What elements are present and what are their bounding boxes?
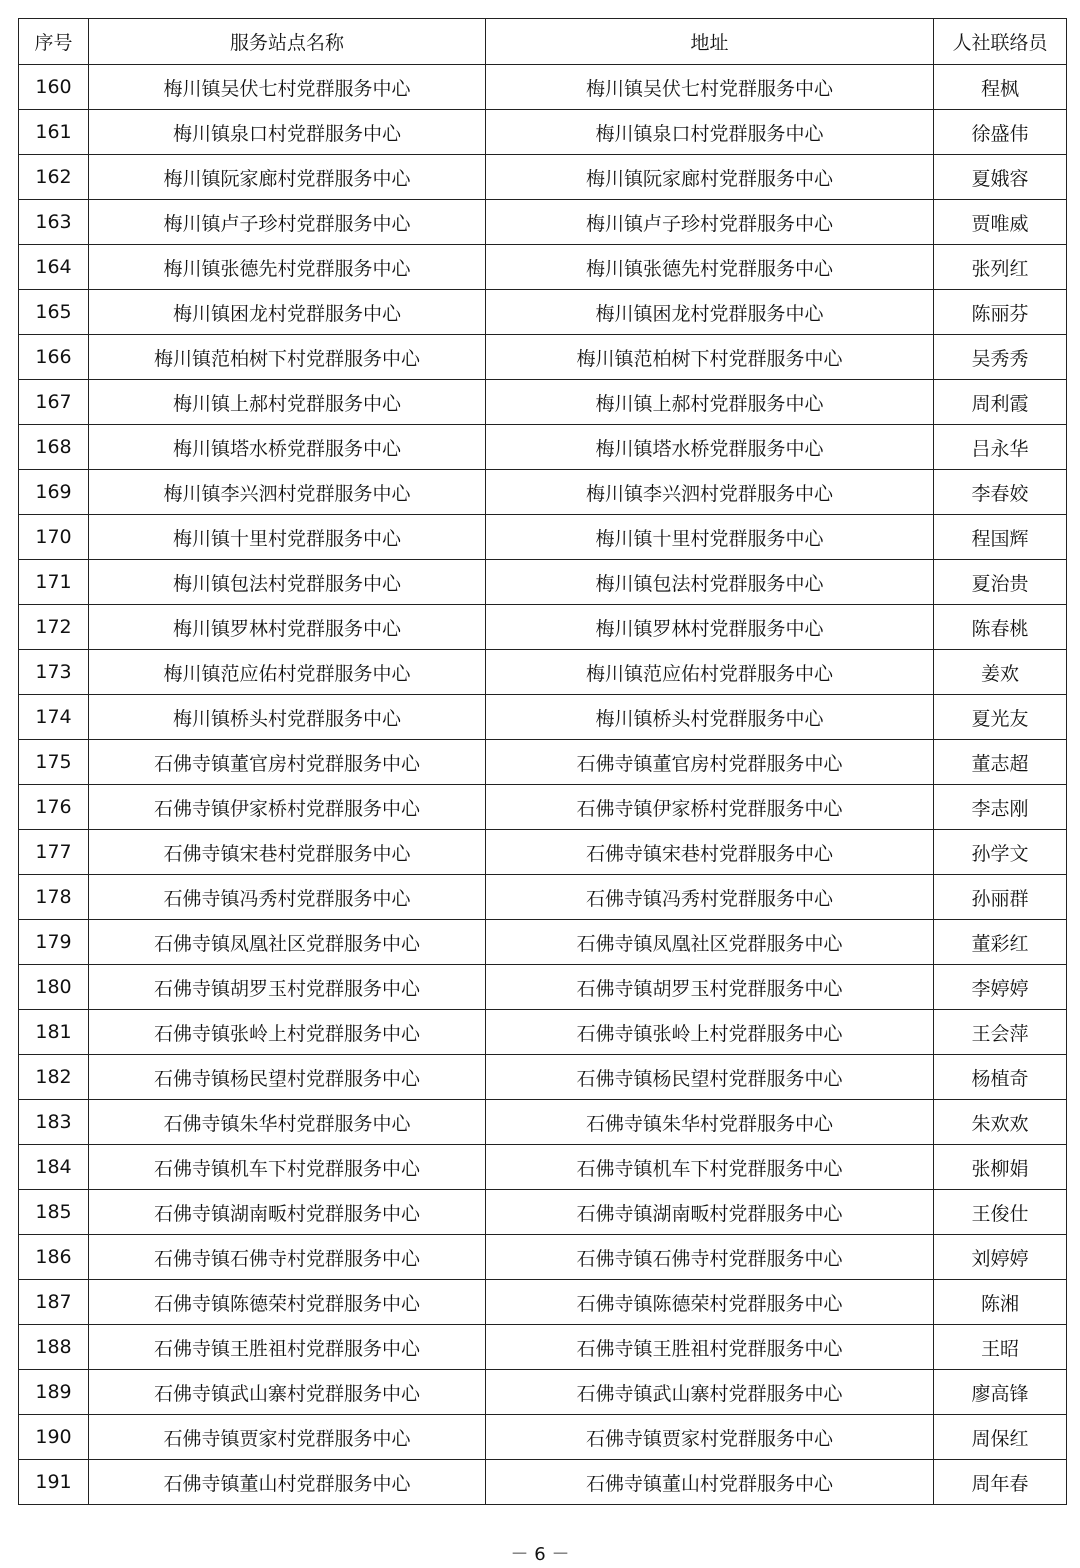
serial-number-cell: 174 [19, 695, 89, 740]
station-name-cell: 石佛寺镇石佛寺村党群服务中心 [89, 1235, 486, 1280]
address-cell: 梅川镇包法村党群服务中心 [486, 560, 934, 605]
address-cell: 石佛寺镇冯秀村党群服务中心 [486, 875, 934, 920]
station-name-cell: 石佛寺镇机车下村党群服务中心 [89, 1145, 486, 1190]
liaison-cell: 吕永华 [934, 425, 1067, 470]
page-number: － 6 － [510, 1544, 570, 1565]
liaison-cell: 王会萍 [934, 1010, 1067, 1055]
station-name-cell: 梅川镇包法村党群服务中心 [89, 560, 486, 605]
liaison-cell: 程枫 [934, 65, 1067, 110]
header-station-name: 服务站点名称 [89, 19, 486, 65]
header-serial-number: 序号 [19, 19, 89, 65]
station-name-cell: 石佛寺镇胡罗玉村党群服务中心 [89, 965, 486, 1010]
table-row [19, 335, 1067, 380]
serial-number-cell: 186 [19, 1235, 89, 1280]
liaison-cell: 杨植奇 [934, 1055, 1067, 1100]
liaison-cell: 周年春 [934, 1460, 1067, 1505]
liaison-cell: 王俊仕 [934, 1190, 1067, 1235]
table-row [19, 965, 1067, 1010]
table-row [19, 155, 1067, 200]
liaison-cell: 李婷婷 [934, 965, 1067, 1010]
serial-number-cell: 189 [19, 1370, 89, 1415]
address-cell: 石佛寺镇陈德荣村党群服务中心 [486, 1280, 934, 1325]
address-cell: 石佛寺镇伊家桥村党群服务中心 [486, 785, 934, 830]
address-cell: 石佛寺镇武山寨村党群服务中心 [486, 1370, 934, 1415]
address-cell: 梅川镇范柏树下村党群服务中心 [486, 335, 934, 380]
table-row [19, 290, 1067, 335]
serial-number-cell: 161 [19, 110, 89, 155]
station-name-cell: 石佛寺镇伊家桥村党群服务中心 [89, 785, 486, 830]
station-name-cell: 石佛寺镇杨民望村党群服务中心 [89, 1055, 486, 1100]
station-name-cell: 梅川镇上郝村党群服务中心 [89, 380, 486, 425]
address-cell: 梅川镇李兴泗村党群服务中心 [486, 470, 934, 515]
serial-number-cell: 175 [19, 740, 89, 785]
liaison-cell: 夏娥容 [934, 155, 1067, 200]
serial-number-cell: 191 [19, 1460, 89, 1505]
station-name-cell: 梅川镇张德先村党群服务中心 [89, 245, 486, 290]
address-cell: 石佛寺镇王胜祖村党群服务中心 [486, 1325, 934, 1370]
table-row [19, 830, 1067, 875]
station-name-cell: 梅川镇罗林村党群服务中心 [89, 605, 486, 650]
table-row [19, 1280, 1067, 1325]
station-name-cell: 石佛寺镇武山寨村党群服务中心 [89, 1370, 486, 1415]
serial-number-cell: 185 [19, 1190, 89, 1235]
liaison-cell: 廖高锋 [934, 1370, 1067, 1415]
serial-number-cell: 162 [19, 155, 89, 200]
address-cell: 梅川镇困龙村党群服务中心 [486, 290, 934, 335]
station-name-cell: 梅川镇李兴泗村党群服务中心 [89, 470, 486, 515]
station-name-cell: 石佛寺镇王胜祖村党群服务中心 [89, 1325, 486, 1370]
serial-number-cell: 178 [19, 875, 89, 920]
serial-number-cell: 172 [19, 605, 89, 650]
station-name-cell: 石佛寺镇董山村党群服务中心 [89, 1460, 486, 1505]
table-row [19, 740, 1067, 785]
address-cell: 梅川镇上郝村党群服务中心 [486, 380, 934, 425]
liaison-cell: 董彩红 [934, 920, 1067, 965]
liaison-cell: 李志刚 [934, 785, 1067, 830]
serial-number-cell: 176 [19, 785, 89, 830]
table-row [19, 470, 1067, 515]
serial-number-cell: 177 [19, 830, 89, 875]
table-row [19, 245, 1067, 290]
serial-number-cell: 184 [19, 1145, 89, 1190]
station-name-cell: 梅川镇桥头村党群服务中心 [89, 695, 486, 740]
address-cell: 梅川镇十里村党群服务中心 [486, 515, 934, 560]
serial-number-cell: 160 [19, 65, 89, 110]
table-row [19, 1010, 1067, 1055]
address-cell: 石佛寺镇董官房村党群服务中心 [486, 740, 934, 785]
table-row [19, 1325, 1067, 1370]
serial-number-cell: 166 [19, 335, 89, 380]
station-name-cell: 石佛寺镇贾家村党群服务中心 [89, 1415, 486, 1460]
station-name-cell: 梅川镇十里村党群服务中心 [89, 515, 486, 560]
address-cell: 石佛寺镇石佛寺村党群服务中心 [486, 1235, 934, 1280]
address-cell: 石佛寺镇宋巷村党群服务中心 [486, 830, 934, 875]
table-row [19, 515, 1067, 560]
liaison-cell: 陈春桃 [934, 605, 1067, 650]
liaison-cell: 姜欢 [934, 650, 1067, 695]
station-name-cell: 梅川镇范应佑村党群服务中心 [89, 650, 486, 695]
serial-number-cell: 165 [19, 290, 89, 335]
address-cell: 石佛寺镇朱华村党群服务中心 [486, 1100, 934, 1145]
serial-number-cell: 179 [19, 920, 89, 965]
station-name-cell: 梅川镇范柏树下村党群服务中心 [89, 335, 486, 380]
serial-number-cell: 173 [19, 650, 89, 695]
serial-number-cell: 188 [19, 1325, 89, 1370]
address-cell: 石佛寺镇董山村党群服务中心 [486, 1460, 934, 1505]
serial-number-cell: 183 [19, 1100, 89, 1145]
station-name-cell: 梅川镇塔水桥党群服务中心 [89, 425, 486, 470]
table-row [19, 650, 1067, 695]
table-row [19, 605, 1067, 650]
liaison-cell: 贾唯威 [934, 200, 1067, 245]
table-row [19, 1460, 1067, 1505]
table-row [19, 1100, 1067, 1145]
liaison-cell: 徐盛伟 [934, 110, 1067, 155]
station-name-cell: 石佛寺镇冯秀村党群服务中心 [89, 875, 486, 920]
table-row [19, 1370, 1067, 1415]
serial-number-cell: 167 [19, 380, 89, 425]
table-row [19, 380, 1067, 425]
station-name-cell: 梅川镇泉口村党群服务中心 [89, 110, 486, 155]
liaison-cell: 周利霞 [934, 380, 1067, 425]
serial-number-cell: 187 [19, 1280, 89, 1325]
liaison-cell: 张列红 [934, 245, 1067, 290]
liaison-cell: 董志超 [934, 740, 1067, 785]
address-cell: 梅川镇张德先村党群服务中心 [486, 245, 934, 290]
table-row [19, 1235, 1067, 1280]
address-cell: 石佛寺镇凤凰社区党群服务中心 [486, 920, 934, 965]
station-name-cell: 石佛寺镇宋巷村党群服务中心 [89, 830, 486, 875]
serial-number-cell: 190 [19, 1415, 89, 1460]
station-name-cell: 石佛寺镇湖南畈村党群服务中心 [89, 1190, 486, 1235]
station-name-cell: 石佛寺镇朱华村党群服务中心 [89, 1100, 486, 1145]
station-name-cell: 石佛寺镇陈德荣村党群服务中心 [89, 1280, 486, 1325]
liaison-cell: 程国辉 [934, 515, 1067, 560]
serial-number-cell: 163 [19, 200, 89, 245]
table-row [19, 425, 1067, 470]
address-cell: 石佛寺镇胡罗玉村党群服务中心 [486, 965, 934, 1010]
serial-number-cell: 168 [19, 425, 89, 470]
header-row [19, 19, 1067, 65]
address-cell: 梅川镇桥头村党群服务中心 [486, 695, 934, 740]
address-cell: 石佛寺镇贾家村党群服务中心 [486, 1415, 934, 1460]
header-address: 地址 [486, 19, 934, 65]
header-liaison: 人社联络员 [934, 19, 1067, 65]
address-cell: 梅川镇罗林村党群服务中心 [486, 605, 934, 650]
table-row [19, 920, 1067, 965]
station-name-cell: 石佛寺镇董官房村党群服务中心 [89, 740, 486, 785]
serial-number-cell: 169 [19, 470, 89, 515]
liaison-cell: 陈湘 [934, 1280, 1067, 1325]
table-row [19, 110, 1067, 155]
liaison-cell: 夏光友 [934, 695, 1067, 740]
address-cell: 梅川镇吴伏七村党群服务中心 [486, 65, 934, 110]
address-cell: 梅川镇泉口村党群服务中心 [486, 110, 934, 155]
table-row [19, 785, 1067, 830]
address-cell: 梅川镇塔水桥党群服务中心 [486, 425, 934, 470]
station-name-cell: 梅川镇卢子珍村党群服务中心 [89, 200, 486, 245]
liaison-cell: 吴秀秀 [934, 335, 1067, 380]
table-row [19, 200, 1067, 245]
liaison-cell: 夏治贵 [934, 560, 1067, 605]
table-row [19, 1190, 1067, 1235]
station-name-cell: 梅川镇困龙村党群服务中心 [89, 290, 486, 335]
liaison-cell: 李春姣 [934, 470, 1067, 515]
liaison-cell: 陈丽芬 [934, 290, 1067, 335]
address-cell: 梅川镇范应佑村党群服务中心 [486, 650, 934, 695]
station-name-cell: 石佛寺镇张岭上村党群服务中心 [89, 1010, 486, 1055]
table-row [19, 65, 1067, 110]
serial-number-cell: 180 [19, 965, 89, 1010]
table-row [19, 1415, 1067, 1460]
table-row [19, 560, 1067, 605]
address-cell: 石佛寺镇机车下村党群服务中心 [486, 1145, 934, 1190]
address-cell: 石佛寺镇杨民望村党群服务中心 [486, 1055, 934, 1100]
table-row [19, 1145, 1067, 1190]
table-row [19, 875, 1067, 920]
station-name-cell: 石佛寺镇凤凰社区党群服务中心 [89, 920, 486, 965]
table-row [19, 695, 1067, 740]
address-cell: 石佛寺镇湖南畈村党群服务中心 [486, 1190, 934, 1235]
serial-number-cell: 170 [19, 515, 89, 560]
liaison-cell: 王昭 [934, 1325, 1067, 1370]
serial-number-cell: 182 [19, 1055, 89, 1100]
liaison-cell: 刘婷婷 [934, 1235, 1067, 1280]
address-cell: 梅川镇阮家廊村党群服务中心 [486, 155, 934, 200]
station-name-cell: 梅川镇阮家廊村党群服务中心 [89, 155, 486, 200]
address-cell: 石佛寺镇张岭上村党群服务中心 [486, 1010, 934, 1055]
service-station-table [18, 18, 1067, 1505]
serial-number-cell: 164 [19, 245, 89, 290]
address-cell: 梅川镇卢子珍村党群服务中心 [486, 200, 934, 245]
table-body [19, 65, 1067, 1505]
liaison-cell: 朱欢欢 [934, 1100, 1067, 1145]
liaison-cell: 孙学文 [934, 830, 1067, 875]
liaison-cell: 周保红 [934, 1415, 1067, 1460]
serial-number-cell: 181 [19, 1010, 89, 1055]
table-row [19, 1055, 1067, 1100]
station-name-cell: 梅川镇吴伏七村党群服务中心 [89, 65, 486, 110]
liaison-cell: 孙丽群 [934, 875, 1067, 920]
liaison-cell: 张柳娟 [934, 1145, 1067, 1190]
serial-number-cell: 171 [19, 560, 89, 605]
